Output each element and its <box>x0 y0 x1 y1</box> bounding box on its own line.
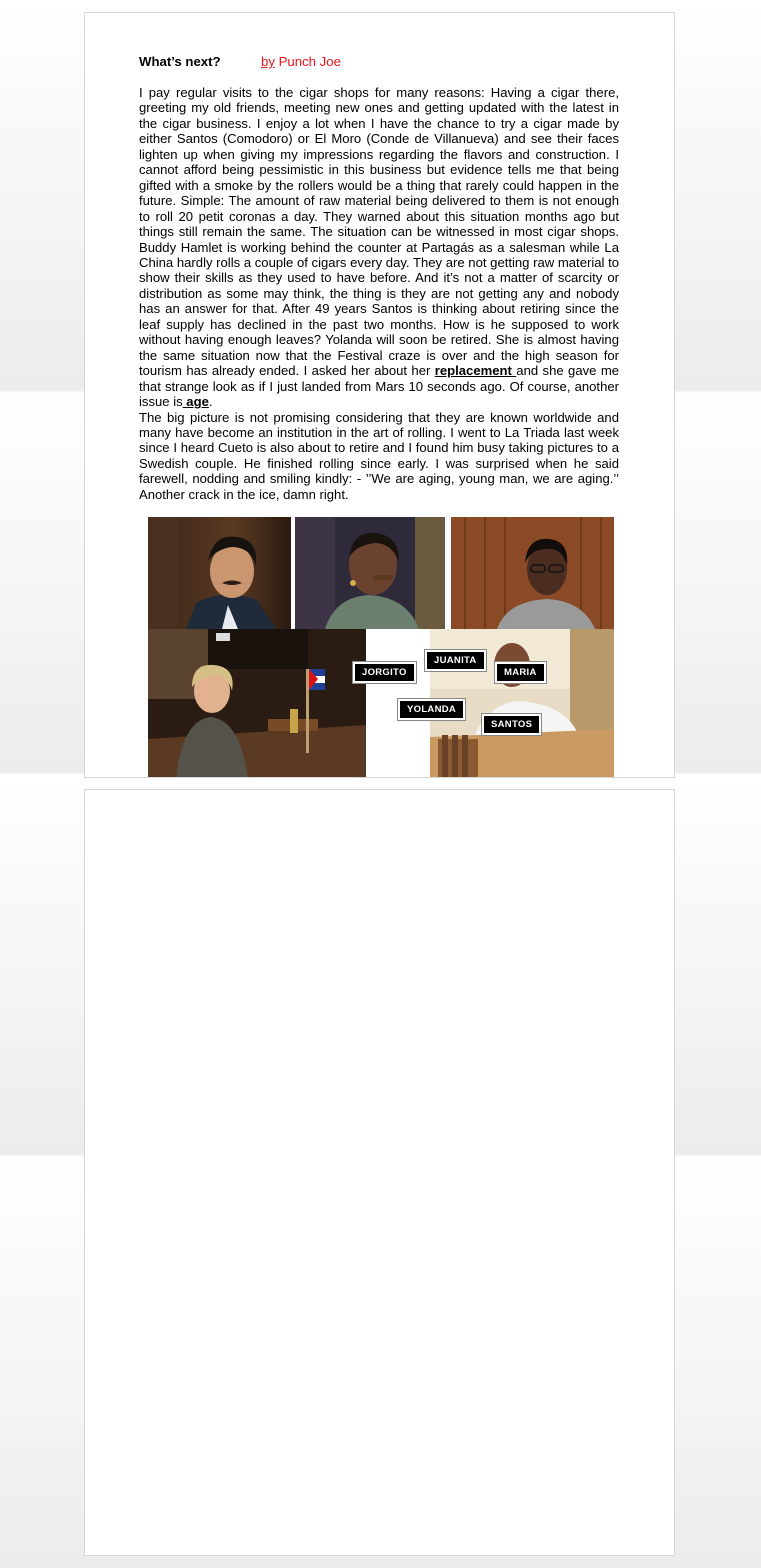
paragraph-1-text-c: . <box>208 394 213 410</box>
replacement-link[interactable]: replacement <box>434 363 517 379</box>
photo-yolanda <box>148 629 366 778</box>
document-page-2 <box>84 789 675 1556</box>
byline-author: Punch Joe <box>274 54 341 69</box>
photo-maria <box>451 517 614 629</box>
age-link[interactable]: age <box>182 394 209 410</box>
tag-santos: SANTOS <box>482 714 541 735</box>
article-heading <box>139 54 341 69</box>
article-body <box>139 85 619 502</box>
byline-by: by <box>261 54 275 69</box>
paragraph-1-text-b: and she gave me that strange look as if I just landed from Mars 10 seconds ago. Of course, another issue is <box>139 363 620 410</box>
paragraph-1-text-a: I pay regular visits to the cigar shops for many reasons: Having a cigar there, greeting my old friends, meeting new ones and getting updated with the latest in the cigar business. I enjoy a lot when I have the chance to try a cigar made by either Santos (Comodoro) or El Moro (Conde de Villanueva) and see their faces lighten up when giving my impressions regarding the flavors and construction. I cannot afford being pessimistic in this business but evidence tells me that being gifted with a smoke by the rollers would be a thing that rarely could happen in the future. Simple: The amount of raw material being delivered to them is not enough to roll 20 petit coronas a day. They warned about this situation months ago but things still remain the same. The situation can be witnessed in most cigar shops. Buddy Hamlet is working behind the counter at Partagás as a salesman while La China hardly rolls a couple of cigars every day. They are not getting raw material to show their skills as they used to have before. And it’s not a matter of scarcity or distribution as some may think, the thing is they are not getting any and nobody has an answer for that. After 49 years Santos is thinking about retiring since the leaf supply has declined in the past two months. How is he supposed to work without having enough leaves? Yolanda will soon be retired. She is almost having the same situation now that the Festival craze is over and the high season for tourism has already ended. I asked her about her <box>139 85 619 379</box>
paragraph-1 <box>139 85 619 410</box>
photo-juanita <box>295 517 445 629</box>
photo-jorgito <box>148 517 291 629</box>
document-page-1 <box>84 12 675 778</box>
photo-collage <box>148 517 614 778</box>
article-title: What’s next? <box>139 54 221 69</box>
tag-juanita: JUANITA <box>425 650 486 671</box>
tag-maria: MARIA <box>495 662 546 683</box>
article-byline <box>261 54 341 69</box>
paragraph-2: The big picture is not promising considering that they are known worldwide and many have become an institution in the art of rolling. I went to La Triada last week since I heard Cueto is also about to retire and I found him busy taking pictures to a Swedish couple. He finished rolling since early. I was surprised when he said farewell, nodding and smiling kindly: - ’’We are aging, young man, we are aging.’’ Another crack in the ice, damn right. <box>139 409 619 502</box>
tag-yolanda: YOLANDA <box>398 699 465 720</box>
tag-jorgito: JORGITO <box>353 662 416 683</box>
